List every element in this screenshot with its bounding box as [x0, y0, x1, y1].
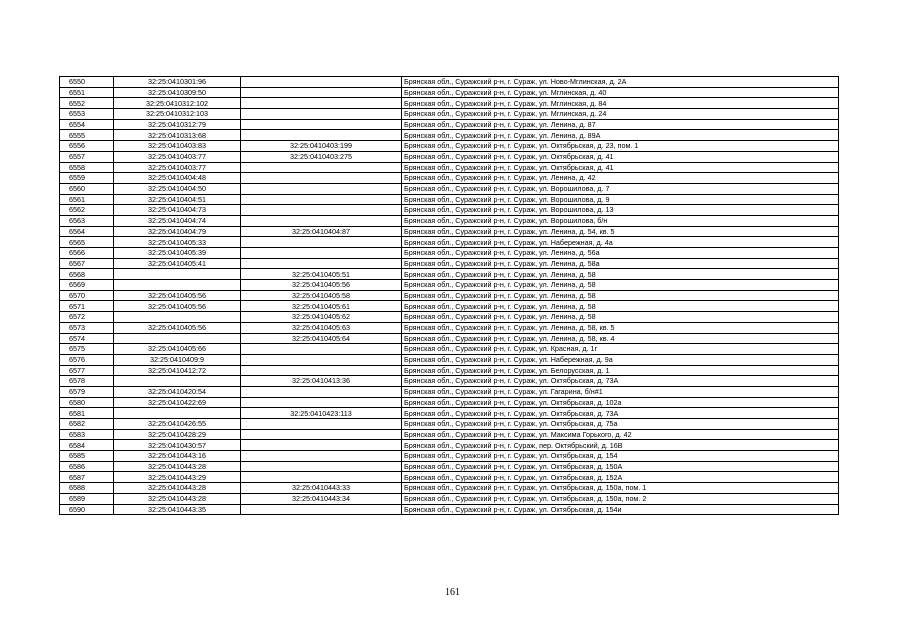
address-cell: Брянская обл., Суражский р-н, г. Сураж, ул. Ленина, д. 87 [402, 119, 839, 130]
cadastral-number-cell: 32:25:0410312:79 [114, 119, 241, 130]
row-number-cell: 6550 [60, 77, 114, 88]
cadastral-number-cell: 32:25:0410404:73 [114, 205, 241, 216]
registry-table [59, 76, 839, 515]
table-row [60, 419, 839, 430]
row-number-cell: 6573 [60, 322, 114, 333]
address-cell: Брянская обл., Суражский р-н, г. Сураж, ул. Мглинская, д. 40 [402, 87, 839, 98]
address-cell: Брянская обл., Суражский р-н, г. Сураж, ул. Максима Горького, д. 42 [402, 429, 839, 440]
cadastral-number-cell: 32:25:0410404:50 [114, 183, 241, 194]
cadastral-number-cell: 32:25:0410409:9 [114, 354, 241, 365]
related-cadastral-number-cell: 32:25:0410443:34 [241, 493, 402, 504]
cadastral-number-cell: 32:25:0410428:29 [114, 429, 241, 440]
table-row [60, 483, 839, 494]
address-cell: Брянская обл., Суражский р-н, г. Сураж, ул. Октябрьская, д. 150а, пом. 1 [402, 483, 839, 494]
related-cadastral-number-cell: 32:25:0410443:33 [241, 483, 402, 494]
table-row [60, 130, 839, 141]
table-row [60, 333, 839, 344]
cadastral-number-cell: 32:25:0410403:83 [114, 141, 241, 152]
row-number-cell: 6575 [60, 344, 114, 355]
row-number-cell: 6562 [60, 205, 114, 216]
address-cell: Брянская обл., Суражский р-н, г. Сураж, ул. Октябрьская, д. 154и [402, 504, 839, 515]
cadastral-number-cell: 32:25:0410313:68 [114, 130, 241, 141]
cadastral-number-cell: 32:25:0410443:28 [114, 483, 241, 494]
row-number-cell: 6576 [60, 354, 114, 365]
related-cadastral-number-cell [241, 173, 402, 184]
table-row [60, 173, 839, 184]
row-number-cell: 6587 [60, 472, 114, 483]
address-cell: Брянская обл., Суражский р-н, г. Сураж, ул. Октябрьская, д. 102а [402, 397, 839, 408]
related-cadastral-number-cell [241, 248, 402, 259]
related-cadastral-number-cell: 32:25:0410405:63 [241, 322, 402, 333]
related-cadastral-number-cell: 32:25:0410404:87 [241, 226, 402, 237]
table-row [60, 194, 839, 205]
table-row [60, 397, 839, 408]
address-cell: Брянская обл., Суражский р-н, г. Сураж, ул. Ленина, д. 58 [402, 280, 839, 291]
related-cadastral-number-cell: 32:25:0410403:199 [241, 141, 402, 152]
table-row [60, 205, 839, 216]
table-row [60, 77, 839, 88]
cadastral-number-cell: 32:25:0410422:69 [114, 397, 241, 408]
row-number-cell: 6569 [60, 280, 114, 291]
address-cell: Брянская обл., Суражский р-н, г. Сураж, ул. Ново-Мглинская, д. 2А [402, 77, 839, 88]
cadastral-number-cell: 32:25:0410420:54 [114, 386, 241, 397]
table-row [60, 119, 839, 130]
table-row [60, 344, 839, 355]
table-row [60, 162, 839, 173]
row-number-cell: 6561 [60, 194, 114, 205]
related-cadastral-number-cell [241, 429, 402, 440]
address-cell: Брянская обл., Суражский р-н, г. Сураж, ул. Ленина, д. 54, кв. 5 [402, 226, 839, 237]
row-number-cell: 6581 [60, 408, 114, 419]
table-row [60, 440, 839, 451]
related-cadastral-number-cell [241, 451, 402, 462]
cadastral-number-cell: 32:25:0410412:72 [114, 365, 241, 376]
address-cell: Брянская обл., Суражский р-н, г. Сураж, ул. Ворошилова, д. 9 [402, 194, 839, 205]
cadastral-number-cell [114, 280, 241, 291]
related-cadastral-number-cell [241, 344, 402, 355]
related-cadastral-number-cell [241, 461, 402, 472]
table-row [60, 312, 839, 323]
table-row [60, 504, 839, 515]
address-cell: Брянская обл., Суражский р-н, г. Сураж, ул. Ленина, д. 42 [402, 173, 839, 184]
related-cadastral-number-cell [241, 77, 402, 88]
table-row [60, 109, 839, 120]
related-cadastral-number-cell: 32:25:0410413:36 [241, 376, 402, 387]
row-number-cell: 6567 [60, 258, 114, 269]
row-number-cell: 6565 [60, 237, 114, 248]
table-row [60, 301, 839, 312]
related-cadastral-number-cell [241, 472, 402, 483]
related-cadastral-number-cell [241, 419, 402, 430]
table-row [60, 493, 839, 504]
row-number-cell: 6584 [60, 440, 114, 451]
row-number-cell: 6586 [60, 461, 114, 472]
table-row [60, 354, 839, 365]
row-number-cell: 6568 [60, 269, 114, 280]
row-number-cell: 6588 [60, 483, 114, 494]
address-cell: Брянская обл., Суражский р-н, г. Сураж, ул. Ворошилова, д. 7 [402, 183, 839, 194]
table-row [60, 376, 839, 387]
related-cadastral-number-cell [241, 397, 402, 408]
page-number: 161 [445, 587, 460, 598]
table-row [60, 269, 839, 280]
cadastral-number-cell: 32:25:0410404:79 [114, 226, 241, 237]
cadastral-number-cell: 32:25:0410405:33 [114, 237, 241, 248]
related-cadastral-number-cell: 32:25:0410405:51 [241, 269, 402, 280]
cadastral-number-cell: 32:25:0410403:77 [114, 162, 241, 173]
address-cell: Брянская обл., Суражский р-н, г. Сураж, ул. Ленина, д. 58 [402, 301, 839, 312]
row-number-cell: 6585 [60, 451, 114, 462]
related-cadastral-number-cell [241, 215, 402, 226]
address-cell: Брянская обл., Суражский р-н, г. Сураж, ул. Ленина, д. 58 [402, 312, 839, 323]
related-cadastral-number-cell [241, 109, 402, 120]
row-number-cell: 6557 [60, 151, 114, 162]
address-cell: Брянская обл., Суражский р-н, г. Сураж, ул. Ленина, д. 56а [402, 248, 839, 259]
row-number-cell: 6556 [60, 141, 114, 152]
table-row [60, 151, 839, 162]
row-number-cell: 6580 [60, 397, 114, 408]
table-row [60, 183, 839, 194]
cadastral-number-cell: 32:25:0410405:56 [114, 322, 241, 333]
row-number-cell: 6574 [60, 333, 114, 344]
address-cell: Брянская обл., Суражский р-н, г. Сураж, ул. Октябрьская, д. 150а, пом. 2 [402, 493, 839, 504]
cadastral-number-cell [114, 269, 241, 280]
address-cell: Брянская обл., Суражский р-н, г. Сураж, ул. Красная, д. 1г [402, 344, 839, 355]
related-cadastral-number-cell [241, 504, 402, 515]
row-number-cell: 6577 [60, 365, 114, 376]
address-cell: Брянская обл., Суражский р-н, г. Сураж, ул. Октябрьская, д. 73А [402, 376, 839, 387]
address-cell: Брянская обл., Суражский р-н, г. Сураж, ул. Набережная, д. 9а [402, 354, 839, 365]
related-cadastral-number-cell [241, 162, 402, 173]
address-cell: Брянская обл., Суражский р-н, г. Сураж, ул. Октябрьская, д. 75а [402, 419, 839, 430]
related-cadastral-number-cell [241, 237, 402, 248]
row-number-cell: 6572 [60, 312, 114, 323]
related-cadastral-number-cell: 32:25:0410423:113 [241, 408, 402, 419]
related-cadastral-number-cell [241, 183, 402, 194]
related-cadastral-number-cell: 32:25:0410405:64 [241, 333, 402, 344]
address-cell: Брянская обл., Суражский р-н, г. Сураж, пер. Октябрьский, д. 16В [402, 440, 839, 451]
address-cell: Брянская обл., Суражский р-н, г. Сураж, ул. Набережная, д. 4а [402, 237, 839, 248]
related-cadastral-number-cell: 32:25:0410405:56 [241, 280, 402, 291]
address-cell: Брянская обл., Суражский р-н, г. Сураж, ул. Мглинская, д. 24 [402, 109, 839, 120]
cadastral-number-cell [114, 376, 241, 387]
related-cadastral-number-cell [241, 386, 402, 397]
cadastral-number-cell: 32:25:0410426:55 [114, 419, 241, 430]
related-cadastral-number-cell [241, 194, 402, 205]
cadastral-number-cell: 32:25:0410405:56 [114, 301, 241, 312]
cadastral-number-cell: 32:25:0410403:77 [114, 151, 241, 162]
row-number-cell: 6583 [60, 429, 114, 440]
address-cell: Брянская обл., Суражский р-н, г. Сураж, ул. Гагарина, б/н#1 [402, 386, 839, 397]
row-number-cell: 6554 [60, 119, 114, 130]
related-cadastral-number-cell [241, 130, 402, 141]
cadastral-number-cell [114, 408, 241, 419]
address-cell: Брянская обл., Суражский р-н, г. Сураж, ул. Ворошилова, б/н [402, 215, 839, 226]
cadastral-number-cell: 32:25:0410443:28 [114, 461, 241, 472]
table-row [60, 386, 839, 397]
related-cadastral-number-cell [241, 354, 402, 365]
table-row [60, 248, 839, 259]
related-cadastral-number-cell: 32:25:0410405:61 [241, 301, 402, 312]
table-row [60, 429, 839, 440]
table-row [60, 451, 839, 462]
related-cadastral-number-cell [241, 365, 402, 376]
row-number-cell: 6579 [60, 386, 114, 397]
address-cell: Брянская обл., Суражский р-н, г. Сураж, ул. Октябрьская, д. 41 [402, 151, 839, 162]
cadastral-number-cell: 32:25:0410430:57 [114, 440, 241, 451]
address-cell: Брянская обл., Суражский р-н, г. Сураж, ул. Октябрьская, д. 23, пом. 1 [402, 141, 839, 152]
cadastral-number-cell: 32:25:0410301:96 [114, 77, 241, 88]
table-row [60, 365, 839, 376]
address-cell: Брянская обл., Суражский р-н, г. Сураж, ул. Октябрьская, д. 154 [402, 451, 839, 462]
table-row [60, 280, 839, 291]
cadastral-number-cell: 32:25:0410443:35 [114, 504, 241, 515]
table-row [60, 258, 839, 269]
row-number-cell: 6582 [60, 419, 114, 430]
row-number-cell: 6558 [60, 162, 114, 173]
address-cell: Брянская обл., Суражский р-н, г. Сураж, ул. Октябрьская, д. 152А [402, 472, 839, 483]
row-number-cell: 6559 [60, 173, 114, 184]
table-row [60, 290, 839, 301]
row-number-cell: 6551 [60, 87, 114, 98]
address-cell: Брянская обл., Суражский р-н, г. Сураж, ул. Ленина, д. 58 [402, 269, 839, 280]
related-cadastral-number-cell [241, 258, 402, 269]
address-cell: Брянская обл., Суражский р-н, г. Сураж, ул. Ленина, д. 58, кв. 4 [402, 333, 839, 344]
address-cell: Брянская обл., Суражский р-н, г. Сураж, ул. Октябрьская, д. 41 [402, 162, 839, 173]
cadastral-number-cell: 32:25:0410443:16 [114, 451, 241, 462]
table-row [60, 237, 839, 248]
table-row [60, 322, 839, 333]
row-number-cell: 6552 [60, 98, 114, 109]
row-number-cell: 6566 [60, 248, 114, 259]
address-cell: Брянская обл., Суражский р-н, г. Сураж, ул. Ленина, д. 58, кв. 5 [402, 322, 839, 333]
cadastral-number-cell: 32:25:0410404:74 [114, 215, 241, 226]
row-number-cell: 6590 [60, 504, 114, 515]
cadastral-number-cell [114, 312, 241, 323]
related-cadastral-number-cell [241, 119, 402, 130]
address-cell: Брянская обл., Суражский р-н, г. Сураж, ул. Ленина, д. 58 [402, 290, 839, 301]
cadastral-number-cell: 32:25:0410309:50 [114, 87, 241, 98]
related-cadastral-number-cell [241, 205, 402, 216]
cadastral-number-cell: 32:25:0410312:102 [114, 98, 241, 109]
table-row [60, 215, 839, 226]
table-row [60, 472, 839, 483]
table-row [60, 141, 839, 152]
cadastral-number-cell: 32:25:0410404:48 [114, 173, 241, 184]
related-cadastral-number-cell: 32:25:0410403:275 [241, 151, 402, 162]
table-row [60, 226, 839, 237]
address-cell: Брянская обл., Суражский р-н, г. Сураж, ул. Октябрьская, д. 73А [402, 408, 839, 419]
row-number-cell: 6563 [60, 215, 114, 226]
table-row [60, 408, 839, 419]
registry-table-body [60, 77, 839, 515]
cadastral-number-cell: 32:25:0410405:41 [114, 258, 241, 269]
row-number-cell: 6578 [60, 376, 114, 387]
address-cell: Брянская обл., Суражский р-н, г. Сураж, ул. Октябрьская, д. 150А [402, 461, 839, 472]
cadastral-number-cell: 32:25:0410405:39 [114, 248, 241, 259]
row-number-cell: 6571 [60, 301, 114, 312]
related-cadastral-number-cell [241, 98, 402, 109]
address-cell: Брянская обл., Суражский р-н, г. Сураж, ул. Ленина, д. 89А [402, 130, 839, 141]
address-cell: Брянская обл., Суражский р-н, г. Сураж, ул. Ворошилова, д. 13 [402, 205, 839, 216]
related-cadastral-number-cell [241, 440, 402, 451]
related-cadastral-number-cell: 32:25:0410405:58 [241, 290, 402, 301]
row-number-cell: 6560 [60, 183, 114, 194]
row-number-cell: 6555 [60, 130, 114, 141]
row-number-cell: 6589 [60, 493, 114, 504]
row-number-cell: 6553 [60, 109, 114, 120]
table-row [60, 461, 839, 472]
cadastral-number-cell: 32:25:0410443:29 [114, 472, 241, 483]
table-row [60, 87, 839, 98]
related-cadastral-number-cell [241, 87, 402, 98]
cadastral-number-cell: 32:25:0410404:51 [114, 194, 241, 205]
address-cell: Брянская обл., Суражский р-н, г. Сураж, ул. Мглинская, д. 84 [402, 98, 839, 109]
row-number-cell: 6570 [60, 290, 114, 301]
table-row [60, 98, 839, 109]
related-cadastral-number-cell: 32:25:0410405:62 [241, 312, 402, 323]
cadastral-number-cell: 32:25:0410405:56 [114, 290, 241, 301]
cadastral-number-cell: 32:25:0410443:28 [114, 493, 241, 504]
cadastral-number-cell [114, 333, 241, 344]
cadastral-number-cell: 32:25:0410312:103 [114, 109, 241, 120]
address-cell: Брянская обл., Суражский р-н, г. Сураж, ул. Белорусская, д. 1 [402, 365, 839, 376]
row-number-cell: 6564 [60, 226, 114, 237]
address-cell: Брянская обл., Суражский р-н, г. Сураж, ул. Ленина, д. 58а [402, 258, 839, 269]
cadastral-number-cell: 32:25:0410405:66 [114, 344, 241, 355]
